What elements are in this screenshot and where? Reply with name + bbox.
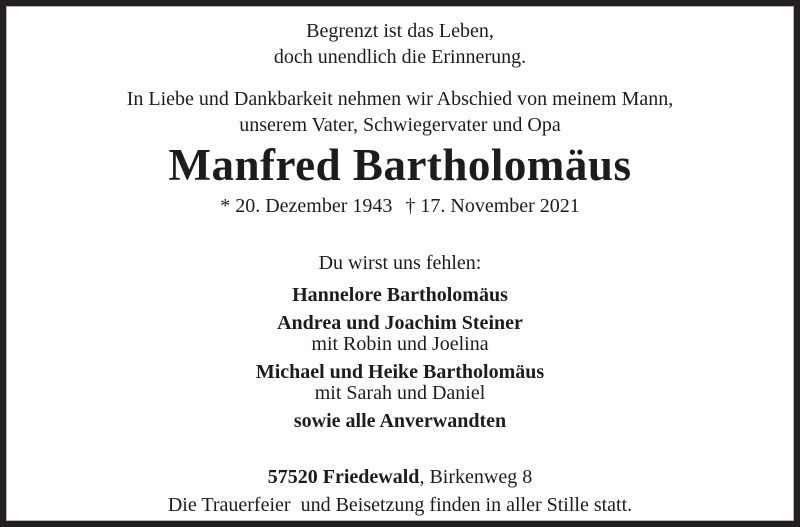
mourners-list [7, 285, 793, 432]
mourner-name: Andrea und Joachim Steiner [277, 312, 523, 334]
epitaph-line-2: doch unendlich die Erinnerung. [273, 46, 527, 68]
mourner-group [7, 313, 793, 355]
farewell-heading: Du wirst uns fehlen: [318, 252, 482, 274]
life-dates [7, 193, 793, 219]
death-date: † 17. November 2021 [405, 195, 580, 217]
intro-line-1: In Liebe und Dankbarkeit nehmen wir Abschied von meinem Mann, [126, 88, 674, 110]
mourner-children-line: mit Sarah und Daniel [314, 382, 486, 404]
address-city: 57520 Friedewald [267, 466, 420, 488]
address-street: , Birkenweg 8 [419, 466, 533, 488]
deceased-name: Manfred Bartholomäus [168, 140, 632, 190]
epitaph-line-1: Begrenzt ist das Leben, [306, 20, 494, 42]
mourner-group [7, 362, 793, 404]
intro-line-2: unserem Vater, Schwiegervater und Opa [239, 114, 561, 136]
mourner-children-line: mit Robin und Joelina [311, 333, 489, 355]
intro-text [7, 86, 793, 138]
closing-line: Die Trauerfeier und Beisetzung finden in aller Stille statt. [167, 494, 633, 516]
notice-content [7, 7, 793, 520]
address-line [7, 464, 793, 490]
mourner-name: Michael und Heike Bartholomäus [255, 361, 545, 383]
mourner-group [7, 285, 793, 306]
mourner-name: Hannelore Bartholomäus [292, 284, 508, 306]
relatives-line: sowie alle Anverwandten [293, 410, 507, 432]
birth-date: * 20. Dezember 1943 [220, 195, 393, 217]
epitaph-verse [7, 18, 793, 70]
